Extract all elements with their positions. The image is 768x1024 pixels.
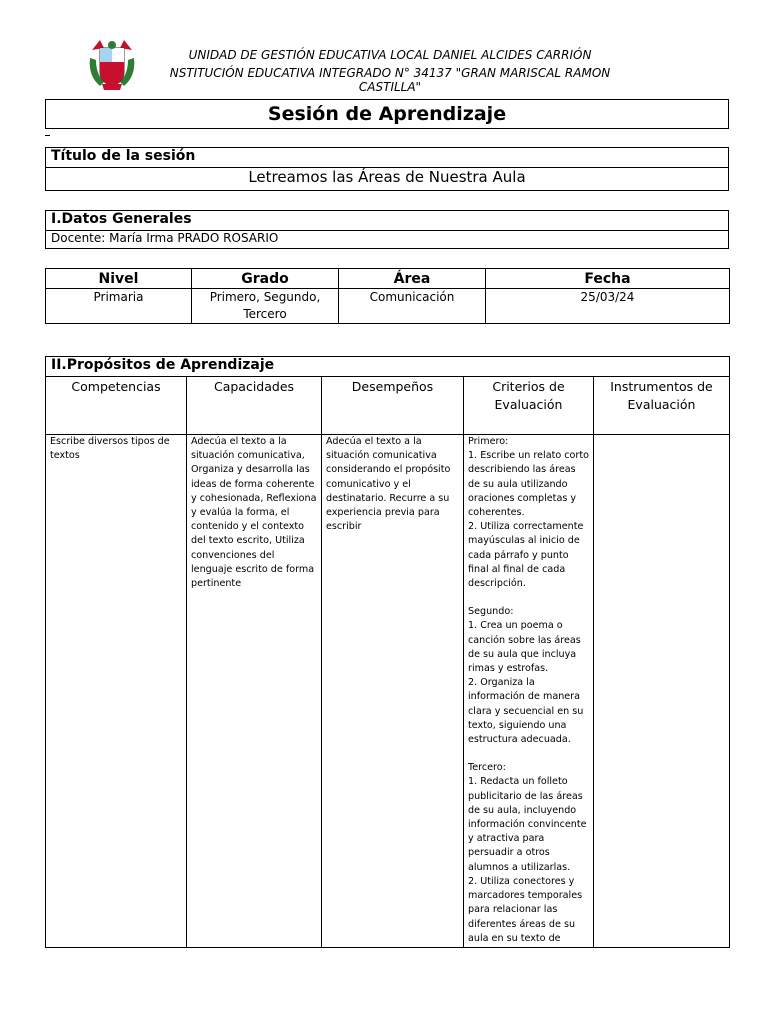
header-criterios: Criterios de Evaluación	[464, 377, 594, 435]
purposes-label: II.Propósitos de Aprendizaje	[46, 357, 730, 377]
header-competencias: Competencias	[46, 377, 187, 435]
header-grado: Grado	[192, 269, 339, 289]
course-info-table	[45, 268, 730, 324]
general-data-label: I.Datos Generales	[46, 211, 729, 231]
document-title: Sesión de Aprendizaje	[45, 99, 729, 129]
cell-capacidades: Adecúa el texto a la situación comunicativa, Organiza y desarrolla las ideas de forma coherente y cohesionada, Reflexiona y evalúa la forma, el contenido y el contexto del texto escrito, Utiliza convenciones del lenguaje escrito de forma pertinente	[187, 435, 322, 948]
cell-instrumentos	[594, 435, 730, 948]
header-capacidades: Capacidades	[187, 377, 322, 435]
header-area: Área	[339, 269, 486, 289]
cell-area: Comunicación	[339, 289, 486, 324]
criterios-primero: Primero: 1. Escribe un relato corto describiendo las áreas de su aula utilizando oraciones completas y coherentes. 2. Utiliza correctamente mayúsculas al inicio de cada párrafo y punto final al final de cada descripción.	[468, 436, 589, 590]
peru-coat-of-arms-icon	[86, 38, 138, 92]
session-title-table	[45, 147, 729, 191]
criterios-segundo: Segundo: 1. Crea un poema o canción sobre las áreas de su aula que incluya rimas y estrofas. 2. Organiza la información de manera clara y secuencial en su texto, siguiendo una estructura adecuada.	[468, 606, 584, 746]
header-instrumentos: Instrumentos de Evaluación	[594, 377, 730, 435]
cell-desempenos: Adecúa el texto a la situación comunicativa considerando el propósito comunicativo y el destinatario. Recurre a su experiencia previa para escribir	[322, 435, 464, 948]
header-nivel: Nivel	[46, 269, 192, 289]
cell-grado: Primero, Segundo, Tercero	[192, 289, 339, 324]
header-desempenos: Desempeños	[322, 377, 464, 435]
session-title-value: Letreamos las Áreas de Nuestra Aula	[46, 168, 729, 191]
header-fecha: Fecha	[486, 269, 730, 289]
cell-criterios	[464, 435, 594, 948]
cell-nivel: Primaria	[46, 289, 192, 324]
general-data-table	[45, 210, 729, 249]
cell-competencias: Escribe diversos tipos de textos	[46, 435, 187, 948]
teacher-name: Docente: María Irma PRADO ROSARIO	[46, 231, 729, 249]
learning-purposes-table	[45, 356, 730, 948]
criterios-tercero: Tercero: 1. Redacta un folleto publicitario de las áreas de su aula, incluyendo información convincente y atractiva para persuadir a otros alumnos a utilizarlas. 2. Utiliza conectores y marcadores temporales para relacionar las diferentes áreas de su aula en su texto de	[468, 762, 587, 944]
cell-fecha: 25/03/24	[486, 289, 730, 324]
session-title-label: Título de la sesión	[46, 148, 729, 168]
header-ugel-line: UNIDAD DE GESTIÓN EDUCATIVA LOCAL DANIEL ALCIDES CARRIÓN	[188, 48, 592, 62]
header-institution-line: NSTITUCIÓN EDUCATIVA INTEGRADO N° 34137 "GRAN MARISCAL RAMON CASTILLA"	[169, 66, 611, 94]
divider-dash	[45, 135, 50, 136]
